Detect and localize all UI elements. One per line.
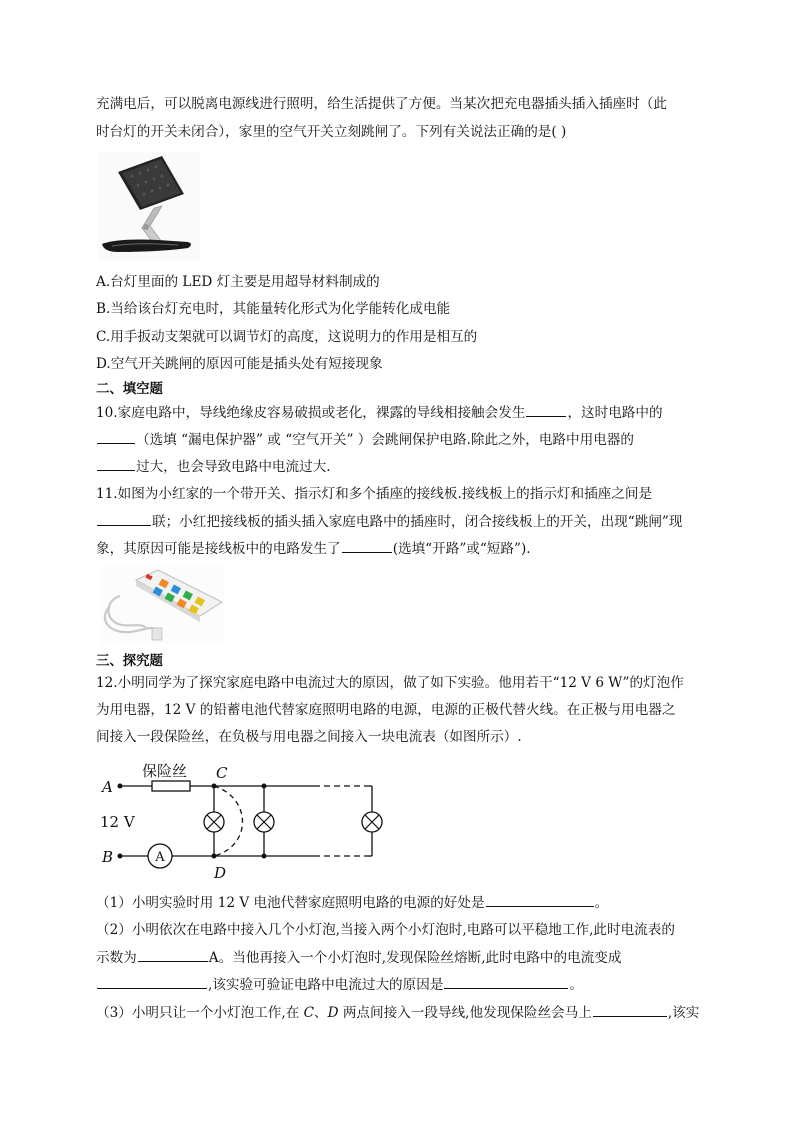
q10-text-b: ，这时电路中的: [567, 405, 663, 421]
q11-text-c: 象，其原因可能是接线板中的电路发生了: [96, 541, 341, 557]
label-voltage: 12 V: [100, 813, 135, 831]
q12-p3-text-a: （3）小明只让一个小灯泡工作,在: [96, 1005, 304, 1021]
q9-option-b: B.当给该台灯充电时，其能量转化形式为化学能转化成电能: [96, 301, 451, 317]
q10-text-a: 10.家庭电路中，导线绝缘皮容易破损或老化，裸露的导线相接触会发生: [96, 405, 526, 421]
q12-blank-3[interactable]: [97, 974, 207, 989]
label-c: C: [216, 764, 228, 782]
q10-text-d: 过大，也会导致电路中电流过大.: [136, 459, 331, 475]
q12-p3-sep: 、: [314, 1005, 328, 1021]
label-d: D: [214, 864, 227, 882]
section-title-inquiry: 三、探究题: [96, 654, 163, 669]
q10-line3: [96, 456, 331, 477]
circuit-diagram: [96, 758, 396, 884]
q12-blank-1[interactable]: [486, 892, 594, 907]
q11-blank-2[interactable]: [342, 538, 392, 553]
q9-line1: 充满电后，可以脱离电源线进行照明，给生活提供了方便。当某次把充电器插头插入插座时（此: [96, 96, 667, 112]
label-b: B: [102, 848, 114, 866]
q11-blank-1[interactable]: [97, 511, 151, 526]
q10-line2: [96, 429, 634, 450]
power-strip-image: [100, 566, 224, 644]
q12-p3-text-c: ,该实: [667, 1005, 700, 1021]
q9-option-a: A.台灯里面的 LED 灯主要是用超导材料制成的: [96, 274, 380, 290]
q9-option-d: D.空气开关跳闸的原因可能是插头处有短接现象: [96, 356, 383, 372]
label-a: A: [102, 778, 113, 796]
q12-part2-line1: （2）小明依次在电路中接入几个小灯泡,当接入两个小灯泡时,电路可以平稳地工作,此时电流表的: [96, 922, 675, 938]
q12-blank-4[interactable]: [444, 974, 568, 989]
q12-p3-d: D: [327, 1005, 339, 1021]
q10-blank-2[interactable]: [97, 429, 135, 444]
q11-text-d: (选填“开路”或“短路”).: [392, 541, 531, 557]
q10-text-c: （选填 “漏电保护器” 或 “空气开关” ）会跳闸保护电路.除此之外，电路中用电器的: [136, 432, 634, 448]
q11-line3: [96, 538, 531, 559]
q12-p2-text-a: 示数为: [96, 950, 137, 966]
q12-p1-text: （1）小明实验时用 12 V 电池代替家庭照明电路的电源的好处是: [96, 895, 485, 911]
q12-line2: 为用电器，12 V 的铅蓄电池代替家庭照明电路的电源，电源的正极代替火线。在正极与用电器之: [96, 702, 676, 718]
q12-p3-c: C: [303, 1005, 315, 1021]
q12-line1: 12.小明同学为了探究家庭电路中电流过大的原因，做了如下实验。他用若干“12 V 6 W”的灯泡作: [96, 675, 684, 691]
q9-line2: 时台灯的开关未闭合），家里的空气开关立刻跳闸了。下列有关说法正确的是( ): [96, 124, 567, 140]
q11-text-b: 联；小红把接线板的插头插入家庭电路中的插座时，闭合接线板上的开关，出现“跳闸”现: [152, 514, 683, 530]
terminal-a: [118, 784, 123, 789]
q12-p2-end: 。: [569, 977, 584, 993]
terminal-b: [118, 854, 123, 859]
q12-part2-line2: [96, 947, 621, 968]
q12-p2-text-b: A。当他再接入一个小灯泡时,发现保险丝熔断,此时电路中的电流变成: [208, 950, 622, 966]
q9-option-c: C.用手扳动支架就可以调节灯的高度，这说明力的作用是相互的: [96, 329, 478, 345]
section-title-fill-in: 二、填空题: [96, 382, 163, 397]
q12-line3: 间接入一段保险丝，在负极与用电器之间接入一块电流表（如图所示）.: [96, 729, 522, 745]
q12-p3-text-b: 两点间接入一段导线,他发现保险丝会马上: [338, 1005, 592, 1021]
q11-line1: 11.如图为小红家的一个带开关、指示灯和多个插座的接线板.接线板上的指示灯和插座之间是: [96, 486, 653, 502]
q10-line1: [96, 402, 663, 423]
label-fuse: 保险丝: [142, 762, 188, 780]
q12-part2-line3: [96, 974, 583, 995]
q12-blank-5[interactable]: [593, 1002, 667, 1017]
q10-blank-3[interactable]: [97, 456, 135, 471]
q12-p1-end: 。: [594, 895, 609, 911]
q11-line2: [96, 511, 682, 532]
q12-p2-text-c: ,该实验可验证电路中电流过大的原因是: [208, 977, 444, 993]
q10-blank-1[interactable]: [526, 402, 566, 417]
q12-part3: [96, 1002, 699, 1023]
q12-blank-2[interactable]: [138, 947, 208, 962]
desk-lamp-image: [98, 152, 200, 260]
ammeter-label: A: [155, 850, 165, 865]
q12-part1: [96, 892, 608, 913]
